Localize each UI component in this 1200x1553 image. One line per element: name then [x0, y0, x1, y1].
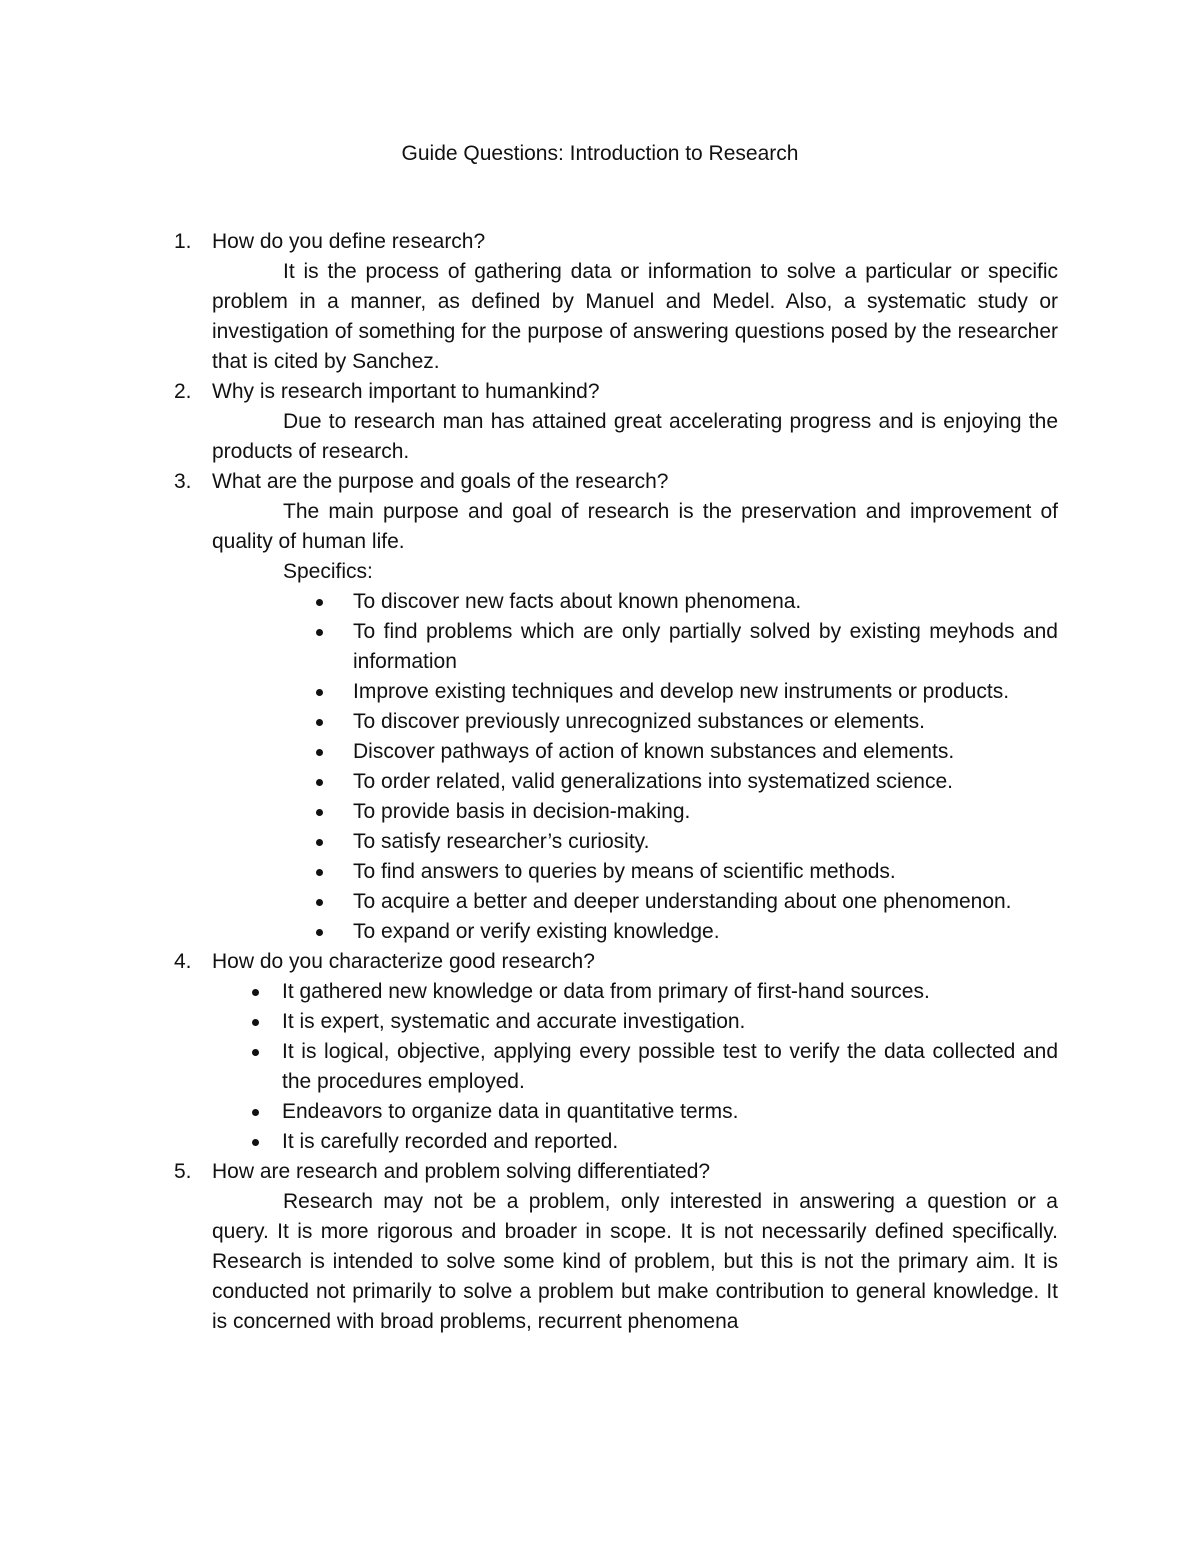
list-item-text: To expand or verify existing knowledge.: [353, 920, 720, 943]
question-4: [174, 947, 1058, 977]
list-item-text: To discover new facts about known phenomena.: [353, 590, 802, 613]
list-item-text: Improve existing techniques and develop new instruments or products.: [353, 680, 1010, 703]
question-5: [174, 1157, 1058, 1187]
bullet-icon: [316, 749, 323, 756]
document-body: [174, 227, 1058, 1337]
list-item: [212, 1007, 1058, 1037]
list-item: [212, 587, 1058, 617]
question-number: 3.: [174, 470, 192, 493]
list-item-text: It is logical, objective, applying every possible test to verify the data collected and the procedures employed.: [282, 1040, 1058, 1093]
list-item-text: To provide basis in decision-making.: [353, 800, 691, 823]
question-number: 1.: [174, 230, 192, 253]
answer-2: Due to research man has attained great accelerating progress and is enjoying the products of research.: [212, 410, 1058, 463]
characteristics-list: [212, 977, 1058, 1157]
bullet-icon: [316, 599, 323, 606]
bullet-icon: [316, 809, 323, 816]
question-text: Why is research important to humankind?: [212, 380, 600, 403]
list-item-text: To acquire a better and deeper understanding about one phenomenon.: [353, 890, 1012, 913]
list-item-text: Endeavors to organize data in quantitative terms.: [282, 1100, 739, 1123]
list-item-text: Discover pathways of action of known substances and elements.: [353, 740, 955, 763]
list-item: [212, 797, 1058, 827]
question-text: What are the purpose and goals of the research?: [212, 470, 669, 493]
list-item: [212, 887, 1058, 917]
list-item-text: It is carefully recorded and reported.: [282, 1130, 619, 1153]
bullet-icon: [316, 839, 323, 846]
list-item-text: To find problems which are only partially solved by existing meyhods and information: [353, 620, 1058, 673]
list-item: [212, 1097, 1058, 1127]
bullet-icon: [252, 989, 259, 996]
question-1: [174, 227, 1058, 257]
bullet-icon: [252, 1109, 259, 1116]
question-text: How do you define research?: [212, 230, 486, 253]
list-item: [212, 827, 1058, 857]
bullet-icon: [252, 1019, 259, 1026]
bullet-icon: [316, 899, 323, 906]
question-number: 4.: [174, 950, 192, 973]
bullet-icon: [316, 629, 323, 636]
bullet-icon: [252, 1139, 259, 1146]
bullet-icon: [316, 689, 323, 696]
answer-1: It is the process of gathering data or information to solve a particular or specific problem in a manner, as defined by Manuel and Medel. Also, a systematic study or investigation of something for the purpose of answering questions posed by the researcher that is cited by Sanchez.: [212, 260, 1058, 373]
specifics-list: [212, 587, 1058, 947]
question-text: How do you characterize good research?: [212, 950, 595, 973]
bullet-icon: [252, 1049, 259, 1056]
list-item: [212, 617, 1058, 677]
specifics-label: Specifics:: [283, 560, 373, 583]
list-item-text: To find answers to queries by means of scientific methods.: [353, 860, 896, 883]
list-item: [212, 677, 1058, 707]
list-item: [212, 977, 1058, 1007]
question-number: 2.: [174, 380, 192, 403]
list-item: [212, 1037, 1058, 1097]
list-item-text: To discover previously unrecognized substances or elements.: [353, 710, 925, 733]
bullet-icon: [316, 719, 323, 726]
list-item: [212, 767, 1058, 797]
bullet-icon: [316, 929, 323, 936]
list-item-text: It gathered new knowledge or data from primary of first-hand sources.: [282, 980, 930, 1003]
list-item: [212, 917, 1058, 947]
bullet-icon: [316, 869, 323, 876]
question-3: [174, 467, 1058, 497]
list-item: [212, 1127, 1058, 1157]
question-2: [174, 377, 1058, 407]
document-title: Guide Questions: Introduction to Research: [401, 142, 799, 165]
question-text: How are research and problem solving differentiated?: [212, 1160, 711, 1183]
list-item-text: To order related, valid generalizations into systematized science.: [353, 770, 953, 793]
answer-5: Research may not be a problem, only interested in answering a question or a query. It is more rigorous and broader in scope. It is not necessarily defined specifically. Research is intended to solve some kind of problem, but this is not the primary aim. It is conducted not primarily to solve a problem but make contribution to general knowledge. It is concerned with broad problems, recurrent phenomena: [212, 1190, 1058, 1333]
list-item: [212, 737, 1058, 767]
bullet-icon: [316, 779, 323, 786]
list-item: [212, 857, 1058, 887]
list-item: [212, 707, 1058, 737]
answer-3: The main purpose and goal of research is the preservation and improvement of quality of human life.: [212, 500, 1058, 553]
list-item-text: To satisfy researcher’s curiosity.: [353, 830, 650, 853]
list-item-text: It is expert, systematic and accurate investigation.: [282, 1010, 746, 1033]
question-number: 5.: [174, 1160, 192, 1183]
